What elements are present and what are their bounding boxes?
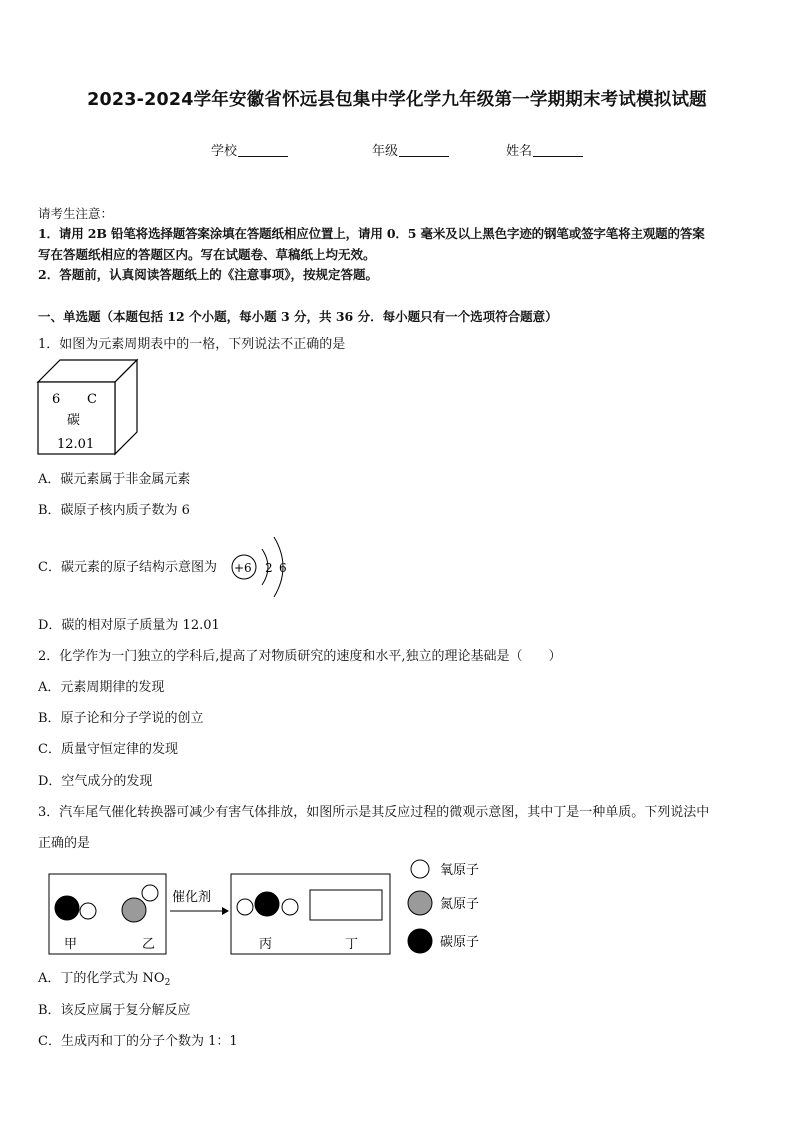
carbon-atom — [255, 892, 279, 916]
oxygen-atom — [237, 899, 253, 915]
q3-stem-line2: 正确的是 — [38, 836, 91, 851]
name-label: 姓名 — [506, 144, 533, 159]
cell-atomic-mass: 12.01 — [57, 437, 95, 452]
name-field[interactable] — [506, 140, 583, 159]
atom-nucleus-charge: +6 — [234, 561, 252, 575]
legend-oxygen-label: 氧原子 — [440, 863, 480, 878]
q1-option-c[interactable]: C．碳元素的原子结构示意图为 — [38, 560, 217, 575]
legend-oxygen-icon — [411, 860, 429, 878]
school-label: 学校 — [211, 144, 238, 159]
q1-option-b[interactable]: B．碳原子核内质子数为 6 — [38, 503, 190, 518]
reaction-diagram — [46, 855, 496, 960]
oxygen-atom — [142, 885, 158, 901]
q2-option-d[interactable]: D．空气成分的发现 — [38, 774, 153, 789]
atom-shell1-electrons: 2 — [265, 561, 273, 575]
notice-heading: 请考生注意： — [38, 206, 114, 221]
q3-stem-line1: 3．汽车尾气催化转换器可减少有害气体排放，如图所示是其反应过程的微观示意图，其中丁是一种单质。下列说法中 — [38, 805, 710, 820]
q3-option-a-subscript: 2 — [164, 978, 171, 988]
school-field[interactable] — [211, 140, 288, 159]
atom-structure-diagram — [228, 532, 298, 602]
page-title: 2023-2024学年安徽省怀远县包集中学化学九年级第一学期期末考试模拟试题 — [87, 90, 707, 110]
legend-carbon-icon — [408, 929, 432, 953]
legend-carbon-label: 碳原子 — [440, 935, 480, 950]
label-bing: 丙 — [259, 937, 273, 952]
section1-heading: 一、单选题（本题包括 12 个小题，每小题 3 分，共 36 分．每小题只有一个选项符合题意） — [38, 309, 558, 324]
arrow-label-catalyst: 催化剂 — [172, 890, 212, 905]
legend-nitrogen-icon — [408, 891, 432, 915]
oxygen-atom — [282, 899, 298, 915]
grade-field[interactable] — [372, 140, 449, 159]
q1-stem: 1．如图为元素周期表中的一格，下列说法不正确的是 — [38, 337, 346, 352]
notice-item2: 2．答题前，认真阅读答题纸上的《注意事项》，按规定答题。 — [38, 267, 378, 282]
label-ding: 丁 — [345, 937, 359, 952]
arrow-head-icon — [222, 907, 229, 915]
q1-option-d[interactable]: D．碳的相对原子质量为 12.01 — [38, 618, 220, 633]
oxygen-atom — [80, 903, 96, 919]
q3-option-a-text: A．丁的化学式为 NO — [38, 971, 165, 986]
label-jia: 甲 — [64, 937, 78, 952]
nitrogen-atom — [122, 898, 146, 922]
cell-symbol: C — [87, 392, 97, 407]
q2-stem: 2．化学作为一门独立的学科后,提高了对物质研究的速度和水平,独立的理论基础是（ ） — [38, 649, 562, 664]
cell-element-name: 碳 — [67, 413, 81, 428]
cell-atomic-number: 6 — [52, 392, 61, 407]
name-blank[interactable] — [533, 144, 583, 157]
grade-blank[interactable] — [399, 144, 449, 157]
q3-option-b[interactable]: B．该反应属于复分解反应 — [38, 1003, 191, 1018]
grade-label: 年级 — [372, 144, 399, 159]
notice-item1-line1: 1．请用 2B 铅笔将选择题答案涂填在答题纸相应位置上，请用 0．5 毫米及以上黑色字迹的钢笔或签字笔将主观题的答案 — [38, 226, 705, 241]
carbon-atom — [55, 896, 79, 920]
label-yi: 乙 — [142, 937, 156, 952]
periodic-table-cell — [36, 358, 140, 458]
atom-shell2-electrons: 6 — [279, 561, 287, 575]
q2-option-c[interactable]: C．质量守恒定律的发现 — [38, 742, 178, 757]
school-blank[interactable] — [238, 144, 288, 157]
legend-nitrogen-label: 氮原子 — [440, 897, 480, 912]
q2-option-b[interactable]: B．原子论和分子学说的创立 — [38, 711, 204, 726]
q1-option-a[interactable]: A．碳元素属于非金属元素 — [38, 472, 191, 487]
q2-option-a[interactable]: A．元素周期律的发现 — [38, 680, 165, 695]
notice-item1-line2: 写在答题纸相应的答题区内。写在试题卷、草稿纸上均无效。 — [38, 247, 376, 262]
q3-option-c[interactable]: C．生成丙和丁的分子个数为 1：1 — [38, 1034, 238, 1049]
ding-blank-box — [310, 890, 382, 920]
q3-option-a[interactable] — [38, 967, 170, 988]
